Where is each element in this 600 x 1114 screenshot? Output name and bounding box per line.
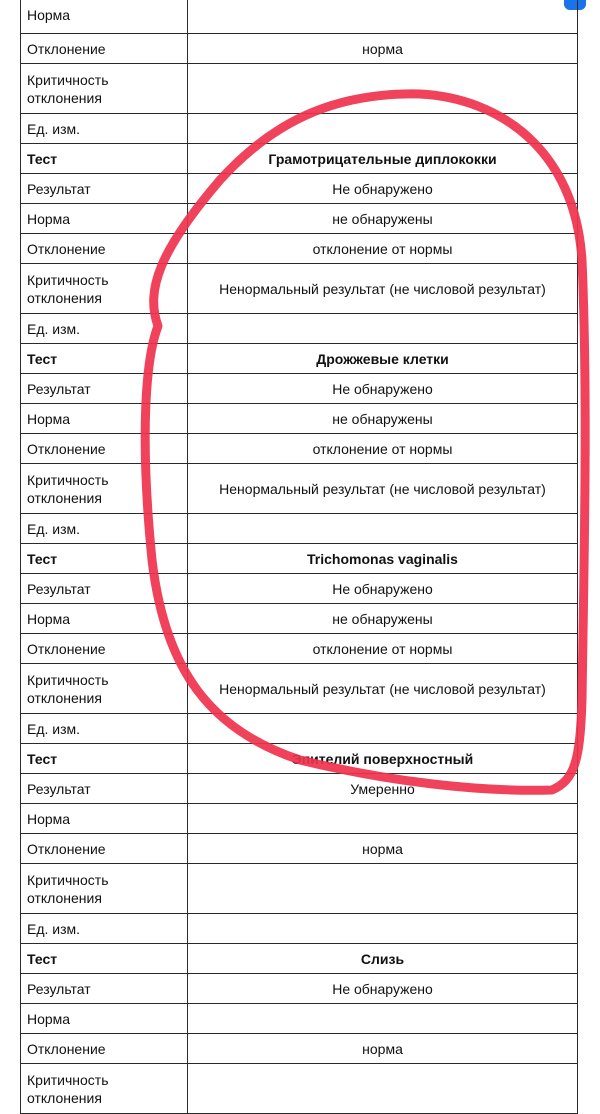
row-value (188, 864, 578, 914)
row-label: Критичность отклонения (21, 664, 188, 714)
row-label: Отклонение (21, 434, 188, 464)
row-value: отклонение от нормы (188, 634, 578, 664)
row-value: Не обнаружено (188, 574, 578, 604)
row-label: Критичность отклонения (21, 1064, 188, 1114)
row-label: Результат (21, 374, 188, 404)
table-row (21, 204, 578, 234)
row-value (188, 714, 578, 744)
table-row (21, 1004, 578, 1034)
row-value: Ненормальный результат (не числовой результат) (188, 264, 578, 314)
table-row (21, 804, 578, 834)
row-value: норма (188, 1034, 578, 1064)
row-value (188, 804, 578, 834)
test-header-row (21, 344, 578, 374)
table-row (21, 174, 578, 204)
row-label: Отклонение (21, 634, 188, 664)
row-value: отклонение от нормы (188, 434, 578, 464)
row-value (188, 114, 578, 144)
row-value (188, 914, 578, 944)
test-name: Грамотрицательные диплококки (188, 144, 578, 174)
table-row (21, 464, 578, 514)
row-value: не обнаружены (188, 404, 578, 434)
row-label: Результат (21, 774, 188, 804)
row-value: норма (188, 834, 578, 864)
table-row (21, 434, 578, 464)
row-label: Результат (21, 974, 188, 1004)
row-value: Не обнаружено (188, 174, 578, 204)
table-row (21, 634, 578, 664)
row-label: Результат (21, 574, 188, 604)
test-name: Эпителий поверхностный (188, 744, 578, 774)
row-label: Тест (21, 744, 188, 774)
test-header-row (21, 944, 578, 974)
row-value: Не обнаружено (188, 974, 578, 1004)
row-value (188, 1004, 578, 1034)
table-row (21, 834, 578, 864)
row-label: Критичность отклонения (21, 64, 188, 114)
row-label: Тест (21, 344, 188, 374)
row-label: Результат (21, 174, 188, 204)
row-label: Тест (21, 144, 188, 174)
table-row (21, 514, 578, 544)
table-row (21, 914, 578, 944)
row-label: Отклонение (21, 34, 188, 64)
row-value (188, 64, 578, 114)
row-value: не обнаружены (188, 604, 578, 634)
table-row (21, 264, 578, 314)
row-label: Ед. изм. (21, 714, 188, 744)
table-row (21, 374, 578, 404)
row-value (188, 514, 578, 544)
row-value: Ненормальный результат (не числовой результат) (188, 464, 578, 514)
row-value: отклонение от нормы (188, 234, 578, 264)
row-label: Тест (21, 944, 188, 974)
table-row (21, 574, 578, 604)
row-value (188, 0, 578, 34)
row-label: Ед. изм. (21, 114, 188, 144)
test-header-row (21, 744, 578, 774)
table-row (21, 604, 578, 634)
row-label: Норма (21, 0, 188, 34)
row-label: Ед. изм. (21, 314, 188, 344)
row-value (188, 314, 578, 344)
row-label: Норма (21, 804, 188, 834)
row-value: Не обнаружено (188, 374, 578, 404)
table-row (21, 64, 578, 114)
table-row (21, 0, 578, 34)
row-label: Норма (21, 604, 188, 634)
row-label: Критичность отклонения (21, 864, 188, 914)
row-value: Ненормальный результат (не числовой результат) (188, 664, 578, 714)
row-label: Норма (21, 204, 188, 234)
table-row (21, 404, 578, 434)
table-row (21, 1034, 578, 1064)
table-row (21, 714, 578, 744)
row-label: Отклонение (21, 834, 188, 864)
table-row (21, 1064, 578, 1114)
table-row (21, 974, 578, 1004)
test-name: Дрожжевые клетки (188, 344, 578, 374)
table-row (21, 114, 578, 144)
row-value: норма (188, 34, 578, 64)
row-label: Ед. изм. (21, 914, 188, 944)
test-header-row (21, 544, 578, 574)
test-name: Слизь (188, 944, 578, 974)
lab-results-table (20, 0, 578, 1114)
row-label: Норма (21, 1004, 188, 1034)
table-row (21, 774, 578, 804)
table-row (21, 314, 578, 344)
row-label: Отклонение (21, 1034, 188, 1064)
table-row (21, 234, 578, 264)
row-value: Умеренно (188, 774, 578, 804)
row-label: Отклонение (21, 234, 188, 264)
row-value (188, 1064, 578, 1114)
row-label: Ед. изм. (21, 514, 188, 544)
row-label: Критичность отклонения (21, 464, 188, 514)
test-name: Trichomonas vaginalis (188, 544, 578, 574)
row-label: Тест (21, 544, 188, 574)
table-row (21, 664, 578, 714)
row-value: не обнаружены (188, 204, 578, 234)
test-header-row (21, 144, 578, 174)
table-row (21, 34, 578, 64)
row-label: Критичность отклонения (21, 264, 188, 314)
table-row (21, 864, 578, 914)
row-label: Норма (21, 404, 188, 434)
